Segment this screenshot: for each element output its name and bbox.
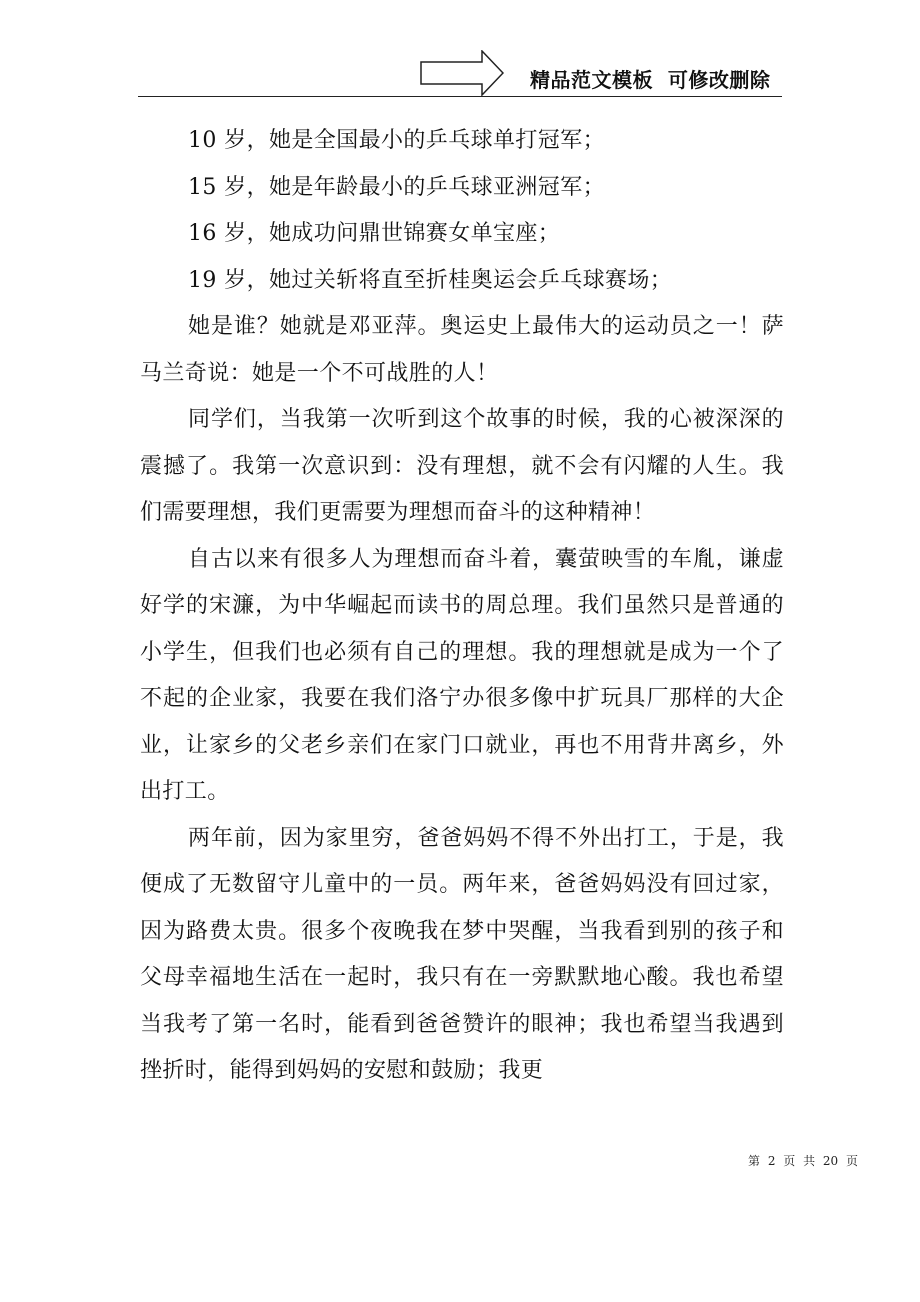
document-body (140, 118, 784, 1095)
header-divider (138, 96, 782, 97)
page-number: 第 2 页 共 20 页 (748, 1154, 858, 1168)
paragraph: 16 岁，她成功问鼎世锦赛女单宝座； (188, 221, 561, 246)
paragraph: 19 岁，她过关斩将直至折桂奥运会乒乓球赛场； (188, 267, 673, 293)
page-header (0, 0, 920, 100)
paragraph: 两年前，因为家里穷，爸爸妈妈不得不外出打工，于是，我便成了无数留守儿童中的一员。两年来，爸爸妈妈没有回过家，因为路费太贵。很多个夜晚我在梦中哭醒，当我看到别的孩子和父母幸福地生活在一起时，我只有在一旁默默地心酸。我也希望当我考了第一名时，能看到爸爸赞许的眼神；我也希望当我遇到挫折时，能得到妈妈的安慰和鼓励；我更 (140, 825, 784, 1083)
header-title: 精品范文模板 可修改删除 (530, 68, 771, 92)
paragraph: 10 岁，她是全国最小的乒乓球单打冠军； (188, 128, 605, 153)
paragraph: 自古以来有很多人为理想而奋斗着，囊萤映雪的车胤，谦虚好学的宋濂，为中华崛起而读书的周总理。我们虽然只是普通的小学生，但我们也必须有自己的理想。我的理想就是成为一个了不起的企业家，我要在我们洛宁办很多像中扩玩具厂那样的大企业，让家乡的父老乡亲们在家门口就业，再也不用背井离乡，外出打工。 (140, 546, 784, 804)
right-arrow-icon (420, 50, 504, 96)
paragraph: 15 岁，她是年龄最小的乒乓球亚洲冠军； (188, 174, 605, 200)
paragraph: 她是谁？她就是邓亚萍。奥运史上最伟大的运动员之一！萨马兰奇说：她是一个不可战胜的人！ (140, 314, 784, 386)
paragraph: 同学们，当我第一次听到这个故事的时候，我的心被深深的震撼了。我第一次意识到：没有理想，就不会有闪耀的人生。我们需要理想，我们更需要为理想而奋斗的这种精神！ (140, 407, 784, 525)
